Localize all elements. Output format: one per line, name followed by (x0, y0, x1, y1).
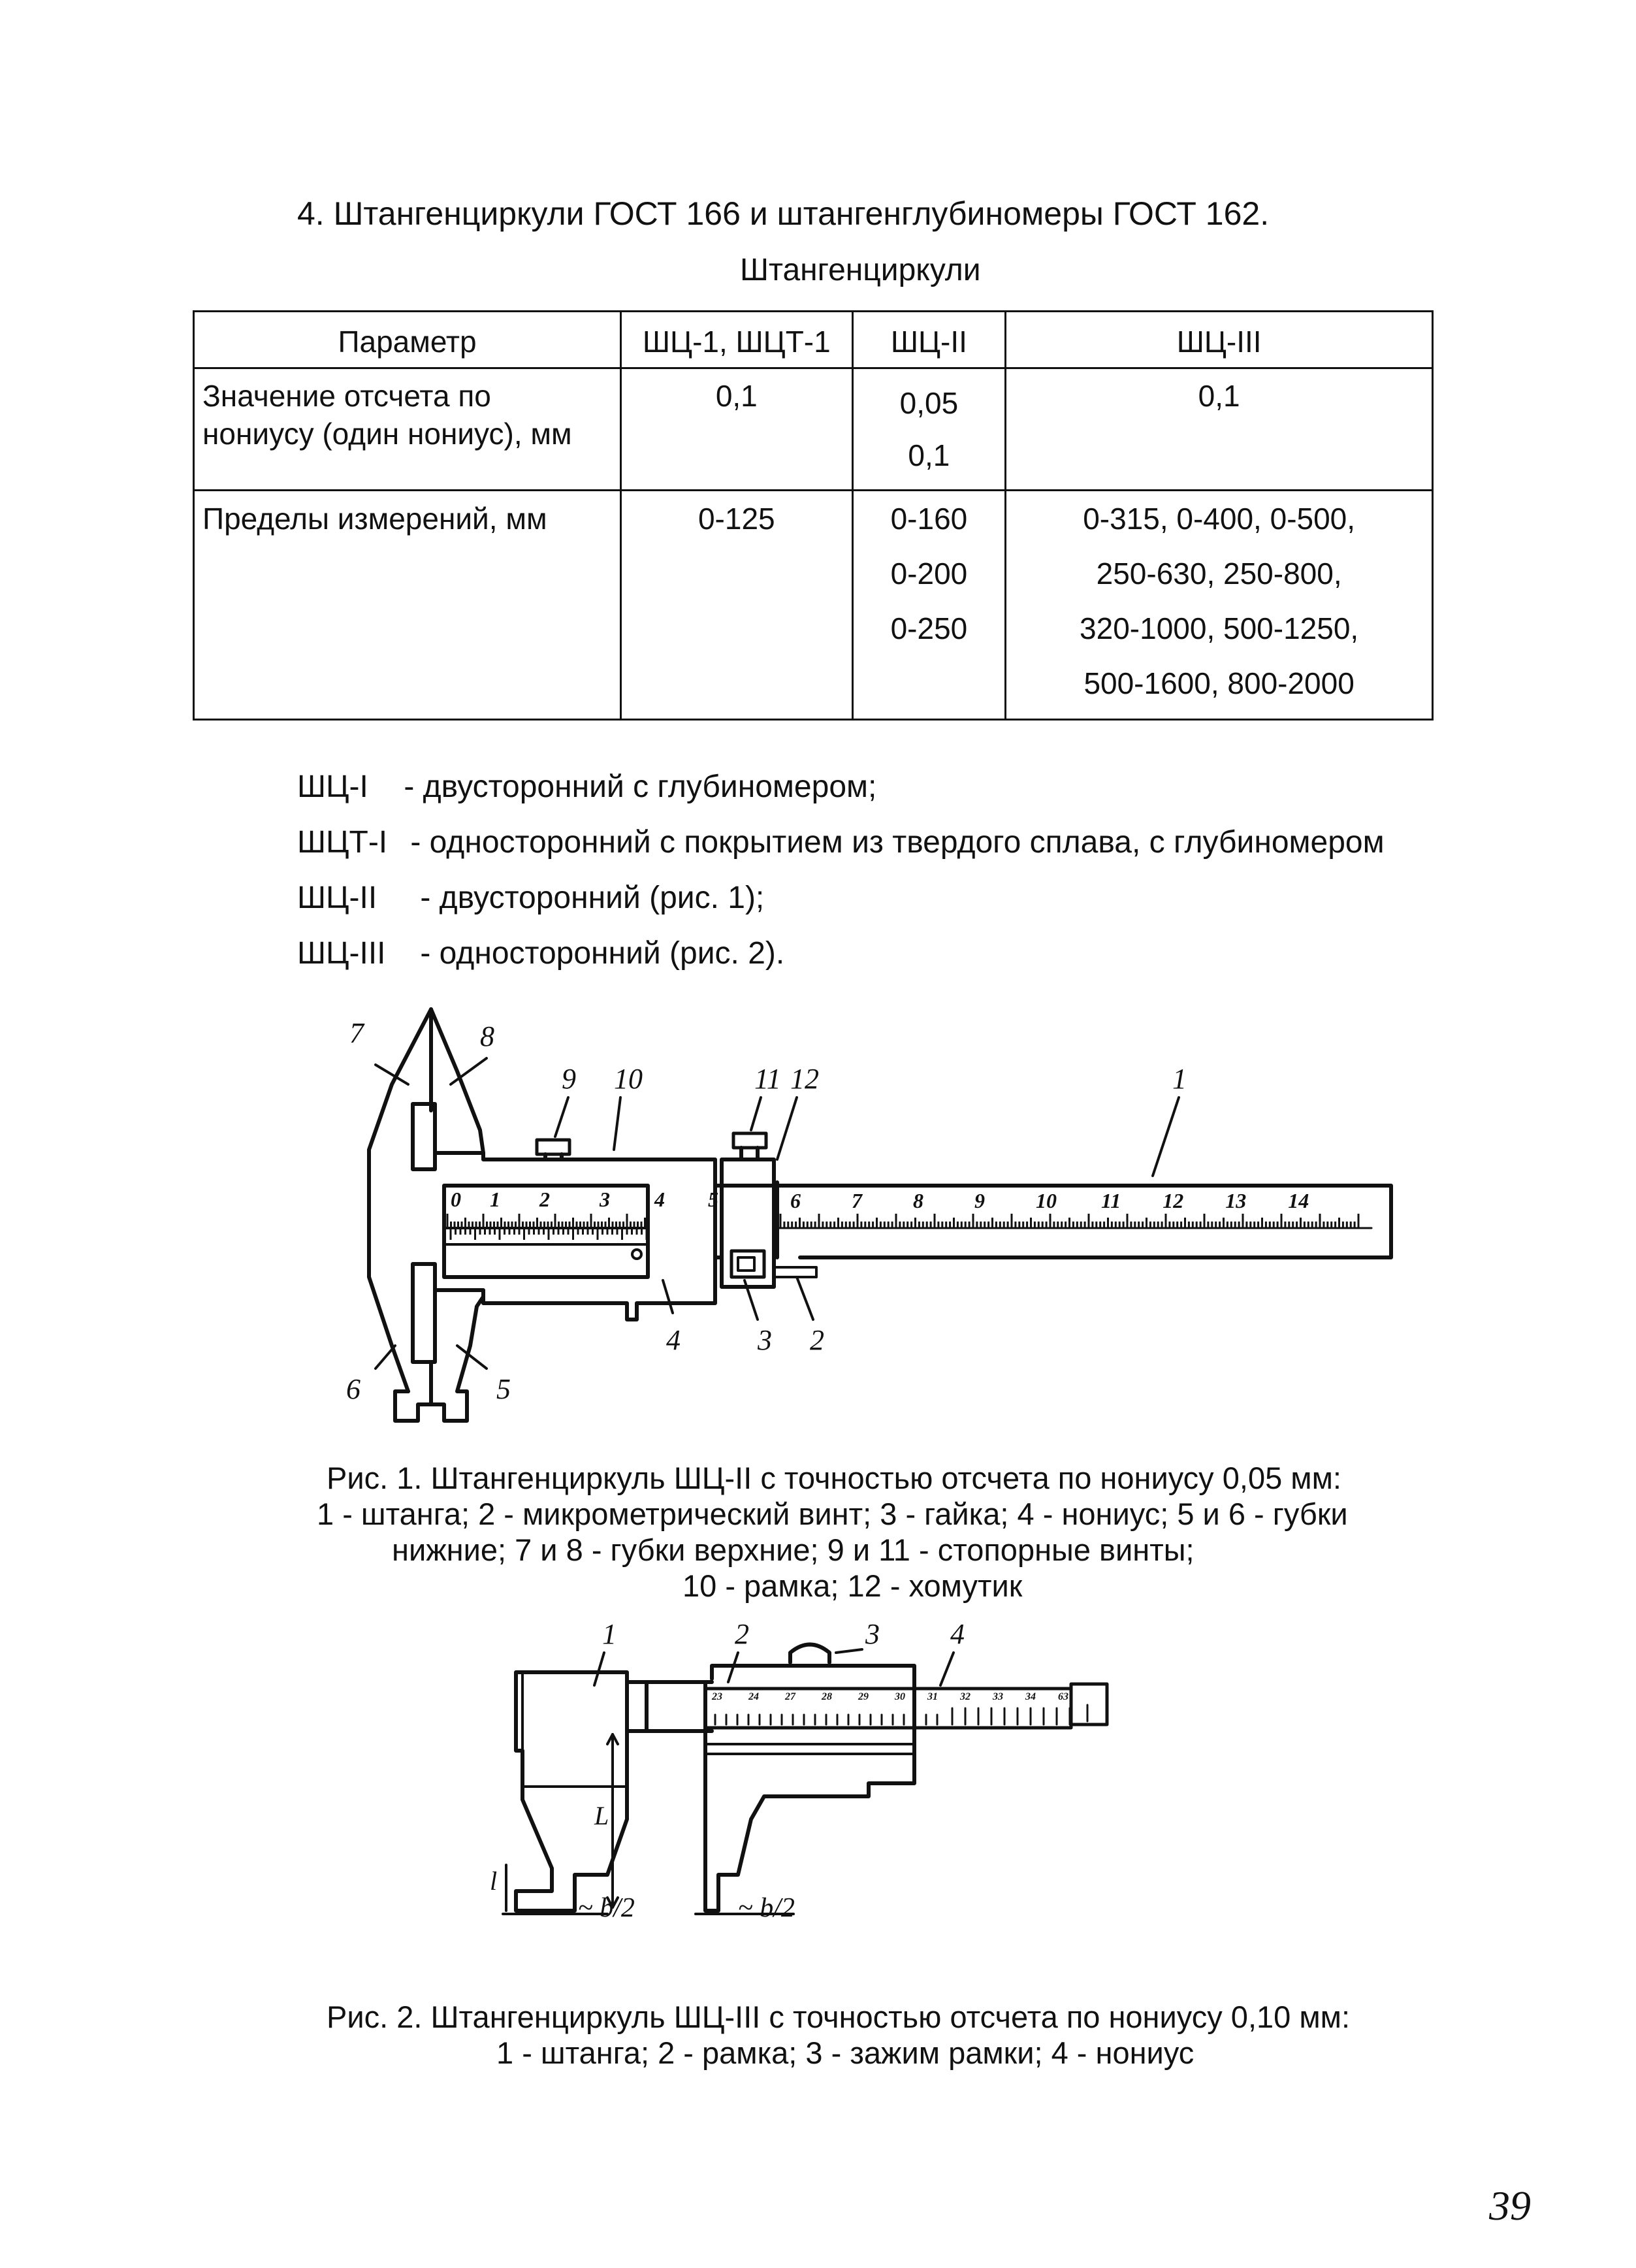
cell-text: 0,1 (908, 438, 950, 472)
header-cell: ШЦ-1, ШЦТ-1 (621, 312, 853, 368)
type-code: ШЦ-III (297, 936, 386, 971)
header-cell: Параметр (194, 312, 621, 368)
scale-number: 13 (1225, 1189, 1247, 1212)
fig1-label-7: 7 (349, 1017, 364, 1049)
scale-number: 6 (790, 1189, 801, 1212)
fig1-label-2: 2 (810, 1324, 824, 1356)
fig1-caption-line: нижние; 7 и 8 - губки верхние; 9 и 11 - стопорные винты; (392, 1532, 1195, 1567)
cell-text: 0-250 (890, 611, 968, 645)
cell-text: 0-160 (890, 502, 968, 536)
fig1-label-4: 4 (666, 1324, 681, 1356)
fig1-label-11: 11 (754, 1063, 781, 1095)
fig1-label-9: 9 (562, 1063, 576, 1095)
scale-number: 63 (1058, 1691, 1068, 1702)
scale-number: 0 (451, 1188, 461, 1211)
scale-number: 2 (539, 1188, 550, 1211)
type-desc: - односторонний с покрытием из твердого сплава, с глубиномером (410, 825, 1385, 860)
fig1-label-6: 6 (346, 1373, 361, 1405)
scale-number: 29 (858, 1691, 869, 1702)
fig2-caption-line: Рис. 2. Штангенциркуль ШЦ-III с точностью отсчета по нониусу 0,10 мм: (327, 2000, 1351, 2034)
fig2-dim-b-left: ~ b/2 (578, 1893, 635, 1923)
scale-number: 4 (654, 1188, 665, 1211)
table-title: Штангенциркули (740, 253, 981, 287)
scale-number: 14 (1288, 1189, 1309, 1212)
fig2-dim-l: l (490, 1866, 498, 1896)
scale-number: 27 (785, 1691, 795, 1702)
section-heading: 4. Штангенциркули ГОСТ 166 и штангенглубиномеры ГОСТ 162. (297, 195, 1270, 232)
cell-text: 0-125 (698, 502, 775, 536)
fig1-label-1: 1 (1172, 1063, 1187, 1095)
type-code: ШЦ-II (297, 881, 377, 915)
header-cell: ШЦ-II (852, 312, 1006, 368)
scale-number: 12 (1163, 1189, 1184, 1212)
scale-number: 34 (1025, 1691, 1036, 1702)
cell-text: 0-315, 0-400, 0-500, (1083, 502, 1356, 536)
fig2-label-4: 4 (950, 1618, 965, 1650)
scale-number: 1 (490, 1188, 500, 1211)
type-desc: - односторонний (рис. 2). (420, 936, 785, 971)
scale-number: 11 (1101, 1189, 1121, 1212)
fig2-label-3: 3 (865, 1618, 880, 1650)
scale-number: 24 (748, 1691, 759, 1702)
scale-number: 9 (974, 1189, 985, 1212)
scale-number: 30 (895, 1691, 905, 1702)
type-desc: - двусторонний с глубиномером; (404, 770, 877, 804)
fig1-caption-line: 10 - рамка; 12 - хомутик (682, 1568, 1023, 1603)
scale-number: 3 (600, 1188, 610, 1211)
type-code: ШЦ-I (297, 770, 368, 804)
scale-number: 28 (822, 1691, 832, 1702)
fig2-label-1: 1 (602, 1618, 617, 1650)
scale-number: 32 (960, 1691, 970, 1702)
fig1-label-3: 3 (758, 1324, 772, 1356)
scale-number: 23 (712, 1691, 722, 1702)
cell-text: Пределы измерений, мм (202, 502, 547, 536)
scale-number: 33 (993, 1691, 1003, 1702)
cell-text: 0,1 (1198, 379, 1240, 413)
cell-text: нониусу (один нониус), мм (202, 417, 572, 451)
fig1-label-10: 10 (614, 1063, 643, 1095)
fig1-label-12: 12 (790, 1063, 819, 1095)
fig1-label-8: 8 (480, 1020, 494, 1052)
cell-text: Значение отсчета по (202, 379, 491, 413)
page-number: 39 (1489, 2182, 1531, 2229)
fig1-label-5: 5 (496, 1373, 511, 1405)
cell-text: 0,05 (899, 386, 959, 420)
fig2-dim-L: L (594, 1801, 609, 1830)
scale-number: 31 (927, 1691, 938, 1702)
cell-text: 250-630, 250-800, (1096, 557, 1342, 591)
fig1-caption-line: 1 - штанга; 2 - микрометрический винт; 3 - гайка; 4 - нониус; 5 и 6 - губки (317, 1497, 1348, 1531)
header-cell: ШЦ-III (1006, 312, 1433, 368)
scale-number: 7 (852, 1189, 862, 1212)
cell-text: 0,1 (715, 379, 758, 413)
fig1-caption-line: Рис. 1. Штангенциркуль ШЦ-II с точностью отсчета по нониусу 0,05 мм: (327, 1461, 1341, 1495)
cell-text: 500-1600, 800-2000 (1083, 666, 1355, 700)
fig2-dim-b-right: ~ b/2 (738, 1893, 795, 1923)
scale-number: 5 (708, 1188, 718, 1211)
fig2-caption-line: 1 - штанга; 2 - рамка; 3 - зажим рамки; 4 - нониус (496, 2035, 1195, 2070)
type-code: ШЦТ-I (297, 825, 388, 860)
cell-text: 320-1000, 500-1250, (1080, 611, 1359, 645)
scale-number: 8 (913, 1189, 923, 1212)
cell-text: 0-200 (890, 557, 968, 591)
fig2-label-2: 2 (735, 1618, 749, 1650)
type-desc: - двусторонний (рис. 1); (420, 881, 765, 915)
fig2-scale-numbers (712, 1692, 1068, 1702)
scale-number: 10 (1036, 1189, 1057, 1212)
